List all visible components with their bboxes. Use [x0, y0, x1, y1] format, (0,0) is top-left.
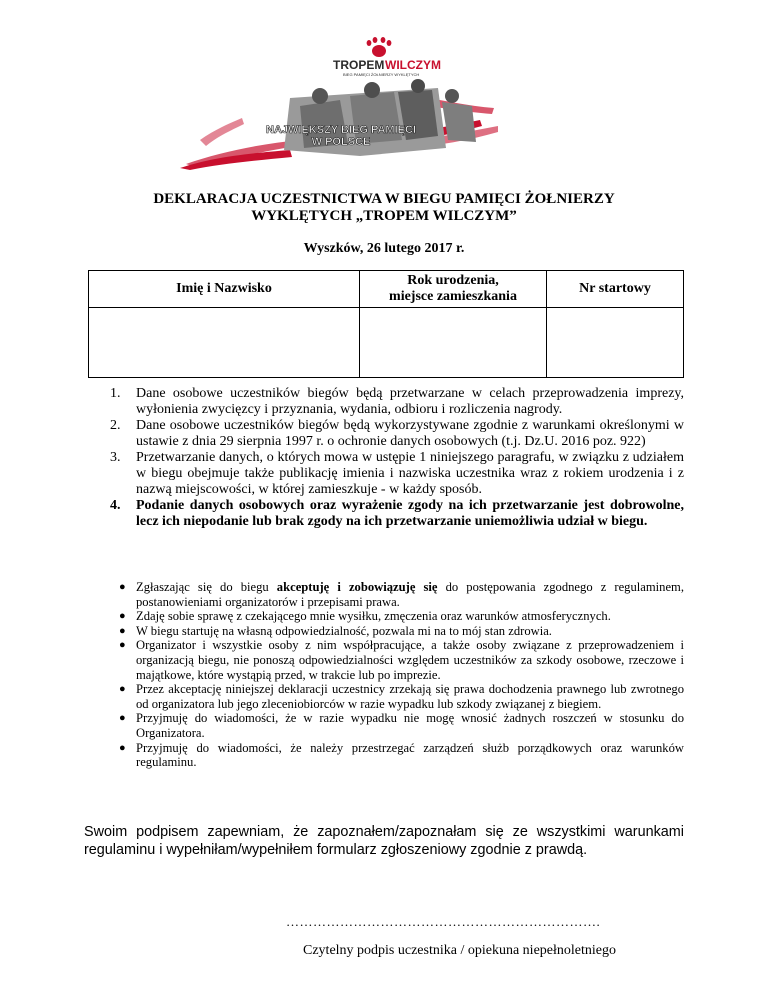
- bullet-icon: ●: [119, 639, 126, 652]
- cell-start-number-input[interactable]: [547, 308, 684, 378]
- cell-birth-residence-input[interactable]: [360, 308, 547, 378]
- registration-table: [88, 270, 684, 378]
- clause-item: [84, 450, 684, 498]
- header-start-number: Nr startowy: [547, 271, 684, 308]
- brand-tagline: BIEG PAMIĘCI ŻOŁNIERZY WYKLĘTYCH: [343, 72, 420, 77]
- declaration-text: Organizator i wszystkie osoby z nim współpracujące, a także osoby związane z przeprowadzeniem i organizacją biegu, nie ponoszą odpowiedzialności względem uczestników za szkody osobowe, rzeczowe i majątkowe, które wystąpią przed, w trakcie lub po imprezie.: [136, 638, 684, 682]
- signature-line[interactable]: …………………………………………………………….: [286, 914, 601, 929]
- header-birth-line2: miejsce zamieszkania: [389, 289, 517, 304]
- bullet-icon: ●: [119, 624, 126, 637]
- logo-graphic: [180, 36, 502, 170]
- slogan-line2: W POLSCE: [311, 136, 371, 148]
- data-processing-clauses: [84, 386, 684, 530]
- brand-name-part1: TROPEM: [333, 58, 385, 72]
- title-line-1: DEKLARACJA UCZESTNICTWA W BIEGU PAMIĘCI ŻOŁNIERZY: [153, 191, 615, 207]
- declaration-item: [84, 609, 684, 624]
- declaration-item: [84, 580, 684, 609]
- declaration-text: Przyjmuję do wiadomości, że w razie wypadku nie mogę wnosić żadnych roszczeń w stosunku do Organizatora.: [136, 711, 684, 740]
- title-line-2: WYKLĘTYCH „TROPEM WILCZYM”: [251, 208, 517, 224]
- clause-text: Dane osobowe uczestników biegów będą przetwarzane w celach przeprowadzenia imprezy, wyłonienia zwycięzcy i przyznania, wydania, odbioru i rozliczenia nagrody.: [136, 386, 684, 417]
- clause-number: 4.: [110, 498, 121, 513]
- declaration-item: [84, 624, 684, 639]
- event-logo-banner: [180, 36, 502, 170]
- cell-name-input[interactable]: [89, 308, 360, 378]
- clause-number: 2.: [110, 418, 121, 433]
- participant-declarations: [84, 580, 684, 770]
- declaration-item: [84, 638, 684, 682]
- paw-icon: [367, 37, 392, 57]
- signature-label: Czytelny podpis uczestnika / opiekuna niepełnoletniego: [303, 943, 616, 958]
- clause-item: [84, 386, 684, 418]
- declaration-item: [84, 741, 684, 770]
- table-row: [89, 308, 684, 378]
- declaration-text: Zdaję sobie sprawę z czekającego mnie wysiłku, zmęczenia oraz warunków atmosferycznych.: [136, 609, 611, 624]
- bullet-icon: ●: [119, 712, 126, 725]
- clause-item: [84, 498, 684, 530]
- header-birth-line1: Rok urodzenia,: [407, 273, 499, 288]
- clause-text: Przetwarzanie danych, o których mowa w ustępie 1 niniejszego paragrafu, w związku z udziałem w biegu obejmuje także publikację imienia i nazwiska uczestnika wraz z rokiem urodzenia i z nazwą miejscowości, w której zamieszkuje - w każdy sposób.: [136, 450, 684, 497]
- declaration-item: [84, 711, 684, 740]
- bullet-icon: ●: [119, 683, 126, 696]
- clause-number: 3.: [110, 450, 121, 465]
- slogan-line1: NAJWIĘKSZY BIEG PAMIĘCI: [266, 124, 416, 136]
- header-birth-residence: [360, 271, 547, 308]
- declaration-text-b: do postępowania zgodnego z regulaminem, postanowieniami organizatorów i przepisami prawa.: [136, 580, 684, 609]
- clause-item: [84, 418, 684, 450]
- clause-text: Dane osobowe uczestników biegów będą wykorzystywane zgodnie z warunkami określonymi w ustawie z dnia 29 sierpnia 1997 r. o ochronie danych osobowych (t.j. Dz.U. 2016 poz. 922): [136, 418, 684, 449]
- table-header-row: [89, 271, 684, 308]
- declaration-item: [84, 682, 684, 711]
- declaration-text: Przyjmuję do wiadomości, że należy przestrzegać zarządzeń służb porządkowych oraz warunków regulaminu.: [136, 740, 684, 770]
- clause-number: 1.: [110, 386, 121, 401]
- header-name: Imię i Nazwisko: [89, 271, 360, 308]
- declaration-text: W biegu startuję na własną odpowiedzialność, pozwala mi na to mój stan zdrowia.: [136, 623, 552, 638]
- bullet-icon: ●: [119, 581, 126, 593]
- declaration-text-bold: akceptuję i zobowiązuję się: [276, 580, 438, 594]
- bullet-icon: ●: [119, 610, 126, 623]
- declaration-text-a: Zgłaszając się do biegu: [136, 580, 277, 594]
- place-date: Wyszków, 26 lutego 2017 r.: [303, 241, 465, 256]
- declaration-text: Przez akceptację niniejszej deklaracji uczestnicy zrzekają się prawa dochodzenia prawnego lub zwrotnego od organizatora lub jego zleceniobiorców w razie wypadku lub szkody związanej z biegiem.: [136, 682, 684, 711]
- clause-text: Podanie danych osobowych oraz wyrażenie zgody na ich przetwarzanie jest dobrowolne, lecz ich niepodanie lub brak zgody na ich przetwarzanie uniemożliwia udział w biegu.: [136, 498, 684, 529]
- brand-name-part2: WILCZYM: [385, 58, 441, 72]
- document-title: [0, 191, 768, 225]
- bullet-icon: ●: [119, 741, 126, 754]
- closing-statement: Swoim podpisem zapewniam, że zapoznałem/zapoznałam się ze wszystkimi warunkami regulaminu i wypełniłam/wypełniłem formularz zgłoszeniowy zgodnie z prawdą.: [84, 824, 684, 858]
